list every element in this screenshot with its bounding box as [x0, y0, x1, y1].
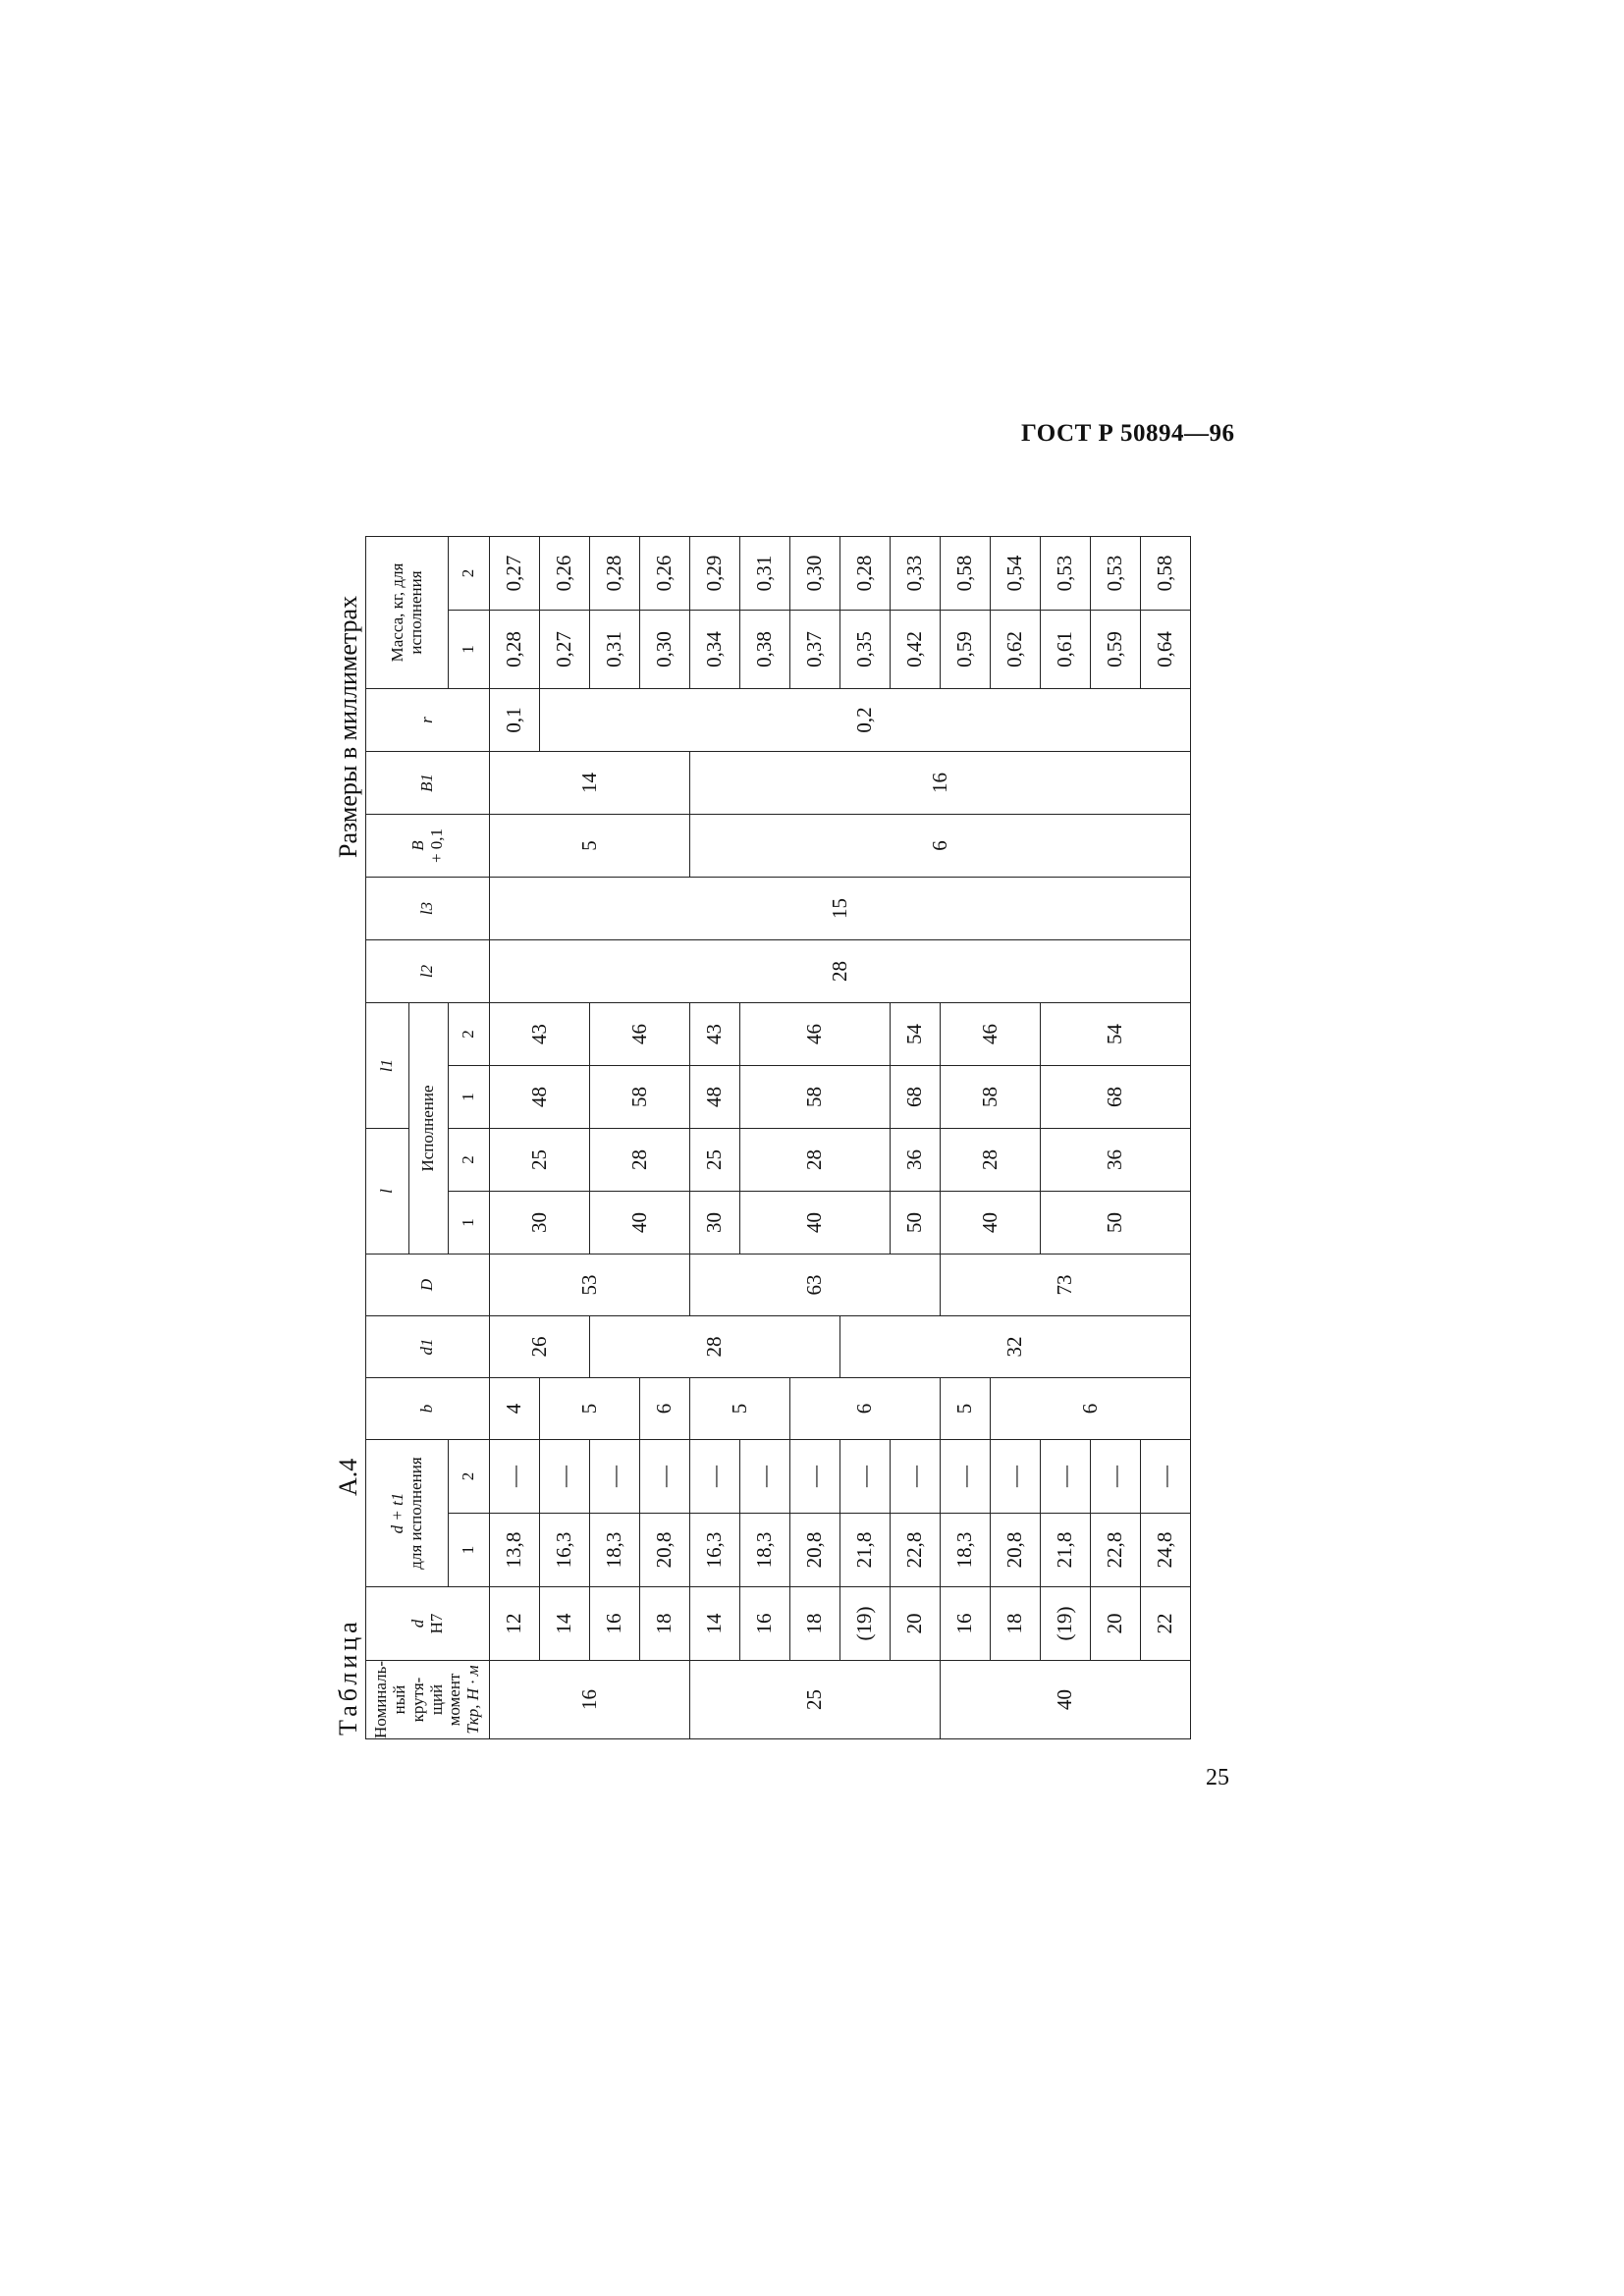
l-ex1-cell: 30: [690, 1192, 740, 1255]
B1-cell: 16: [690, 752, 1191, 815]
B-cell: 6: [690, 815, 1191, 878]
dt1-ex1-cell: 20,8: [790, 1514, 840, 1587]
units-note: Размеры в миллиметрах: [334, 595, 362, 858]
mass-ex1-cell: 0,30: [640, 611, 690, 689]
dt1-ex1-cell: 16,3: [690, 1514, 740, 1587]
torque-cell: 25: [690, 1661, 941, 1739]
rotated-table-block: [326, 481, 1237, 1739]
dt1-ex2-cell: —: [991, 1440, 1041, 1514]
dt1-ex2-cell: —: [1091, 1440, 1141, 1514]
dt1-ex2-cell: —: [540, 1440, 590, 1514]
mass-ex2-cell: 0,54: [991, 537, 1041, 611]
header-mass-line2: исполнения: [406, 570, 425, 655]
l1-ex1-cell: 58: [590, 1066, 690, 1129]
d-cell: (19): [1041, 1587, 1091, 1661]
d1-cell: 26: [490, 1316, 590, 1378]
header-l: l: [366, 1129, 409, 1255]
mass-ex1-cell: 0,59: [941, 611, 991, 689]
header-D: D: [366, 1255, 490, 1316]
d-cell: 14: [540, 1587, 590, 1661]
mass-ex2-cell: 0,26: [640, 537, 690, 611]
dt1-ex2-cell: —: [1041, 1440, 1091, 1514]
l1-ex1-cell: 48: [490, 1066, 590, 1129]
d1-cell: 32: [840, 1316, 1191, 1378]
mass-ex1-cell: 0,35: [840, 611, 891, 689]
mass-ex1-cell: 0,38: [740, 611, 790, 689]
dimensions-table: [365, 536, 1191, 1739]
mass-ex2-cell: 0,26: [540, 537, 590, 611]
r-cell: 0,2: [540, 689, 1191, 752]
dt1-ex1-cell: 16,3: [540, 1514, 590, 1587]
l1-ex1-cell: 48: [690, 1066, 740, 1129]
d-cell: 16: [590, 1587, 640, 1661]
header-dt1-symbol: d + t1: [387, 1492, 406, 1534]
B-cell: 5: [490, 815, 690, 878]
l-ex2-cell: 36: [1041, 1129, 1191, 1192]
mass-ex1-cell: 0,64: [1141, 611, 1191, 689]
header-d-tolerance: H7: [426, 1613, 446, 1634]
l1-ex2-cell: 43: [490, 1003, 590, 1066]
mass-ex2-cell: 0,29: [690, 537, 740, 611]
l-ex1-cell: 50: [1041, 1192, 1191, 1255]
mass-ex1-cell: 0,37: [790, 611, 840, 689]
header-l1: l1: [366, 1003, 409, 1129]
mass-ex1-cell: 0,31: [590, 611, 640, 689]
header-torque-line2: ный крутя-: [390, 1677, 427, 1723]
d1-cell: 28: [590, 1316, 840, 1378]
b-cell: 5: [941, 1378, 991, 1440]
d-cell: 20: [1091, 1587, 1141, 1661]
dt1-ex2-cell: —: [941, 1440, 991, 1514]
header-l-ex2: 2: [449, 1129, 490, 1192]
mass-ex2-cell: 0,58: [941, 537, 991, 611]
mass-ex2-cell: 0,33: [891, 537, 941, 611]
dt1-ex1-cell: 21,8: [840, 1514, 891, 1587]
mass-ex2-cell: 0,53: [1041, 537, 1091, 611]
l1-ex2-cell: 46: [590, 1003, 690, 1066]
d-cell: 18: [790, 1587, 840, 1661]
header-mass: [366, 537, 449, 689]
B1-cell: 14: [490, 752, 690, 815]
mass-ex1-cell: 0,61: [1041, 611, 1091, 689]
header-torque-line1: Номиналь-: [371, 1661, 391, 1738]
D-cell: 63: [690, 1255, 941, 1316]
document-header: ГОСТ Р 50894—96: [1021, 420, 1235, 447]
mass-ex2-cell: 0,53: [1091, 537, 1141, 611]
r-cell: 0,1: [490, 689, 540, 752]
dt1-ex1-cell: 21,8: [1041, 1514, 1091, 1587]
header-dt1-ex2: 2: [449, 1440, 490, 1514]
dt1-ex1-cell: 22,8: [891, 1514, 941, 1587]
mass-ex2-cell: 0,31: [740, 537, 790, 611]
l-ex2-cell: 28: [590, 1129, 690, 1192]
b-cell: 6: [790, 1378, 941, 1440]
l1-ex1-cell: 58: [740, 1066, 891, 1129]
l1-ex2-cell: 43: [690, 1003, 740, 1066]
page-number: 25: [1206, 1765, 1229, 1790]
header-l1-ex2: 2: [449, 1003, 490, 1066]
l-ex1-cell: 40: [740, 1192, 891, 1255]
torque-cell: 40: [941, 1661, 1191, 1739]
d-cell: (19): [840, 1587, 891, 1661]
dt1-ex2-cell: —: [590, 1440, 640, 1514]
dt1-ex2-cell: —: [1141, 1440, 1191, 1514]
header-B1: B1: [366, 752, 490, 815]
l-ex1-cell: 30: [490, 1192, 590, 1255]
d-cell: 18: [640, 1587, 690, 1661]
header-mass-ex1: 1: [449, 611, 490, 689]
header-d: [366, 1587, 490, 1661]
mass-ex1-cell: 0,34: [690, 611, 740, 689]
D-cell: 53: [490, 1255, 690, 1316]
header-b: b: [366, 1378, 490, 1440]
header-B: [366, 815, 490, 878]
mass-ex2-cell: 0,58: [1141, 537, 1191, 611]
table-caption-number: А.4: [334, 1458, 362, 1496]
l1-ex2-cell: 54: [891, 1003, 941, 1066]
header-mass-ex2: 2: [449, 537, 490, 611]
header-B-symbol: B: [407, 840, 427, 851]
table-caption-label: Таблица: [334, 1618, 362, 1735]
header-l1-ex1: 1: [449, 1066, 490, 1129]
d-cell: 14: [690, 1587, 740, 1661]
mass-ex1-cell: 0,62: [991, 611, 1041, 689]
header-B-tolerance: + 0,1: [426, 828, 446, 864]
dt1-ex1-cell: 18,3: [590, 1514, 640, 1587]
dt1-ex1-cell: 20,8: [991, 1514, 1041, 1587]
header-torque-line4: Tкр, Н · м: [462, 1665, 482, 1735]
d-cell: 16: [941, 1587, 991, 1661]
d-cell: 18: [991, 1587, 1041, 1661]
table-row: [490, 537, 540, 1739]
header-l-ex1: 1: [449, 1192, 490, 1255]
l-ex1-cell: 40: [941, 1192, 1041, 1255]
dt1-ex2-cell: —: [640, 1440, 690, 1514]
dt1-ex2-cell: —: [690, 1440, 740, 1514]
l3-cell: 15: [490, 878, 1191, 940]
dt1-ex2-cell: —: [490, 1440, 540, 1514]
l-ex1-cell: 40: [590, 1192, 690, 1255]
mass-ex2-cell: 0,28: [840, 537, 891, 611]
mass-ex1-cell: 0,28: [490, 611, 540, 689]
header-torque: [366, 1661, 490, 1739]
l1-ex2-cell: 46: [941, 1003, 1041, 1066]
D-cell: 73: [941, 1255, 1191, 1316]
l-ex2-cell: 25: [690, 1129, 740, 1192]
b-cell: 4: [490, 1378, 540, 1440]
mass-ex2-cell: 0,30: [790, 537, 840, 611]
header-torque-line3: щий момент: [426, 1673, 464, 1727]
b-cell: 5: [690, 1378, 790, 1440]
mass-ex1-cell: 0,42: [891, 611, 941, 689]
l-ex1-cell: 50: [891, 1192, 941, 1255]
d-cell: 20: [891, 1587, 941, 1661]
l1-ex2-cell: 54: [1041, 1003, 1191, 1066]
header-l2: l2: [366, 940, 490, 1003]
header-mass-line1: Масса, кг, для: [387, 562, 406, 663]
dt1-ex1-cell: 18,3: [941, 1514, 991, 1587]
d-cell: 16: [740, 1587, 790, 1661]
dt1-ex2-cell: —: [840, 1440, 891, 1514]
header-execution: Исполнение: [409, 1003, 449, 1255]
header-d-plus-t1: [366, 1440, 449, 1587]
dt1-ex2-cell: —: [740, 1440, 790, 1514]
mass-ex1-cell: 0,59: [1091, 611, 1141, 689]
l-ex2-cell: 25: [490, 1129, 590, 1192]
dt1-ex1-cell: 20,8: [640, 1514, 690, 1587]
header-r: r: [366, 689, 490, 752]
l1-ex1-cell: 58: [941, 1066, 1041, 1129]
dt1-ex1-cell: 18,3: [740, 1514, 790, 1587]
dt1-ex1-cell: 24,8: [1141, 1514, 1191, 1587]
b-cell: 5: [540, 1378, 640, 1440]
mass-ex2-cell: 0,28: [590, 537, 640, 611]
dt1-ex2-cell: —: [891, 1440, 941, 1514]
l-ex2-cell: 28: [941, 1129, 1041, 1192]
header-dt1-ex1: 1: [449, 1514, 490, 1587]
b-cell: 6: [991, 1378, 1191, 1440]
mass-ex2-cell: 0,27: [490, 537, 540, 611]
l1-ex2-cell: 46: [740, 1003, 891, 1066]
l-ex2-cell: 28: [740, 1129, 891, 1192]
dt1-ex1-cell: 13,8: [490, 1514, 540, 1587]
l-ex2-cell: 36: [891, 1129, 941, 1192]
header-d-symbol: d: [407, 1619, 427, 1629]
d-cell: 22: [1141, 1587, 1191, 1661]
l2-cell: 28: [490, 940, 1191, 1003]
dt1-ex2-cell: —: [790, 1440, 840, 1514]
l1-ex1-cell: 68: [891, 1066, 941, 1129]
header-d1: d1: [366, 1316, 490, 1378]
l1-ex1-cell: 68: [1041, 1066, 1191, 1129]
d-cell: 12: [490, 1587, 540, 1661]
mass-ex1-cell: 0,27: [540, 611, 590, 689]
b-cell: 6: [640, 1378, 690, 1440]
dt1-ex1-cell: 22,8: [1091, 1514, 1141, 1587]
header-l3: l3: [366, 878, 490, 940]
torque-cell: 16: [490, 1661, 690, 1739]
header-dt1-sub: для исполнения: [406, 1457, 425, 1570]
